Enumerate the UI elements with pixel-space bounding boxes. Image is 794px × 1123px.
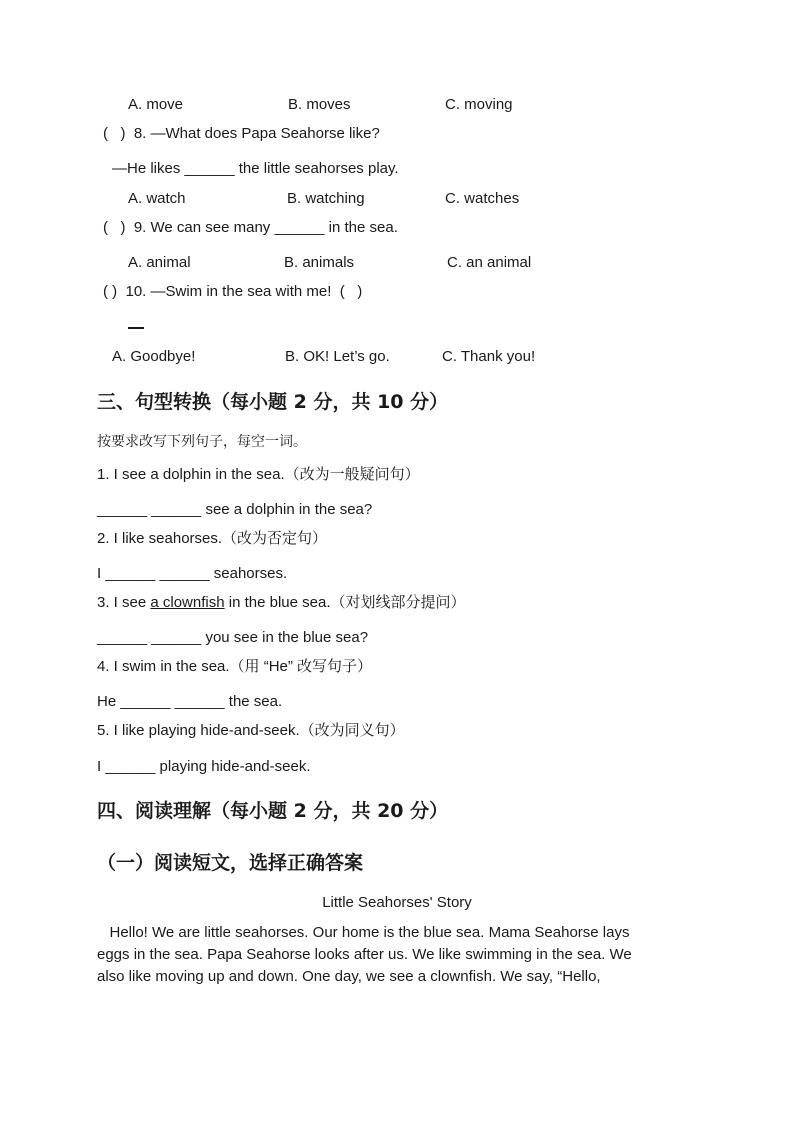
q7-option-c: C. moving — [445, 96, 513, 113]
q8-stem: ( ) 8. —What does Papa Seahorse like? — [103, 125, 380, 142]
s3-a2: I ______ ______ seahorses. — [97, 565, 288, 582]
q8-reply: —He likes ______ the little seahorses play. — [112, 160, 399, 177]
s3-q3-underlined: a clownfish — [150, 594, 225, 611]
section4-heading: 四、阅读理解（每小题 2 分，共 20 分） — [97, 800, 449, 822]
s3-q4: 4. I swim in the sea.（用 “He” 改写句子） — [97, 658, 373, 675]
q10-option-b: B. OK! Let’s go. — [285, 348, 390, 365]
s3-q3-post: in the blue sea.（对划线部分提问） — [224, 594, 466, 611]
s3-q5: 5. I like playing hide-and-seek.（改为同义句） — [97, 722, 405, 739]
q9-stem: ( ) 9. We can see many ______ in the sea. — [103, 219, 398, 236]
section3-heading: 三、句型转换（每小题 2 分，共 10 分） — [97, 391, 449, 413]
q9-option-a: A. animal — [128, 254, 191, 271]
q8-option-a: A. watch — [128, 190, 186, 207]
s3-q3-pre: 3. I see — [97, 594, 151, 611]
section4-subheading: （一）阅读短文，选择正确答案 — [97, 852, 364, 874]
s3-a3: ______ ______ you see in the blue sea? — [97, 629, 369, 646]
q8-option-b: B. watching — [287, 190, 365, 207]
q10-option-c: C. Thank you! — [442, 348, 536, 365]
passage-line-2: eggs in the sea. Papa Seahorse looks after us. We like swimming in the sea. We — [97, 946, 632, 963]
passage-line-1: Hello! We are little seahorses. Our home is the blue sea. Mama Seahorse lays — [97, 924, 630, 941]
s3-a5: I ______ playing hide-and-seek. — [97, 758, 311, 775]
s3-a4: He ______ ______ the sea. — [97, 693, 283, 710]
q7-option-b: B. moves — [288, 96, 351, 113]
passage-line-3: also like moving up and down. One day, we see a clownfish. We say, “Hello, — [97, 968, 601, 985]
q10-option-a: A. Goodbye! — [112, 348, 196, 365]
q10-stem: ( ) 10. —Swim in the sea with me! ( ) — [103, 283, 363, 300]
s3-q1: 1. I see a dolphin in the sea.（改为一般疑问句） — [97, 466, 420, 483]
q9-option-b: B. animals — [284, 254, 355, 271]
q10-answer-dash — [128, 327, 144, 329]
passage-title: Little Seahorses' Story — [322, 894, 472, 911]
q7-option-a: A. move — [128, 96, 184, 113]
s3-q3 — [97, 593, 466, 613]
section3-instruction: 按要求改写下列句子，每空一词。 — [97, 434, 307, 450]
s3-q2: 2. I like seahorses.（改为否定句） — [97, 530, 328, 547]
s3-a1: ______ ______ see a dolphin in the sea? — [97, 501, 373, 518]
q8-option-c: C. watches — [445, 190, 520, 207]
q9-option-c: C. an animal — [447, 254, 532, 271]
